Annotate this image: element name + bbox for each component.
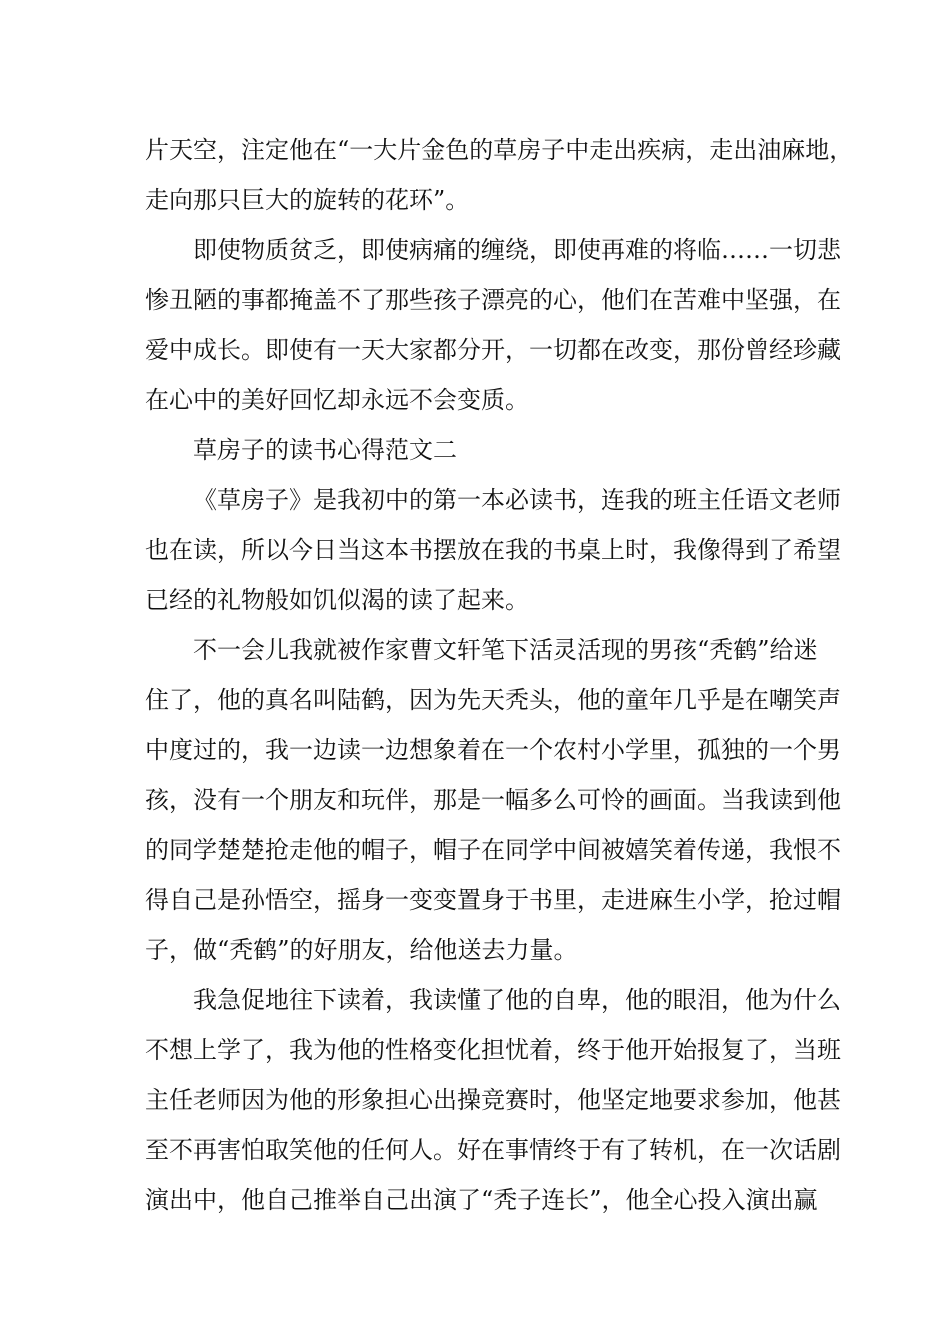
- text-line: 子，做“秃鹤”的好朋友，给他送去力量。: [145, 936, 578, 964]
- text-line: 至不再害怕取笑他的任何人。好在事情终于有了转机，在一次话剧: [145, 1136, 841, 1164]
- text-line: 孩，没有一个朋友和玩伴，那是一幅多么可怜的画面。当我读到他: [145, 786, 841, 814]
- text-line: 已经的礼物般如饥似渴的读了起来。: [145, 586, 529, 614]
- text-line: 不想上学了，我为他的性格变化担忧着，终于他开始报复了，当班: [145, 1036, 841, 1064]
- text-line: 走向那只巨大的旋转的花环”。: [145, 186, 470, 214]
- paragraph-first-line: 我急促地往下读着，我读懂了他的自卑，他的眼泪，他为什么: [193, 986, 841, 1014]
- section-heading: 草房子的读书心得范文二: [193, 436, 457, 464]
- text-line: 片天空，注定他在“一大片金色的草房子中走出疾病，走出油麻地，: [145, 136, 854, 164]
- paragraph-first-line: 即使物质贫乏，即使病痛的缠绕，即使再难的将临……一切悲: [193, 236, 841, 264]
- text-line: 中度过的，我一边读一边想象着在一个农村小学里，孤独的一个男: [145, 736, 841, 764]
- text-line: 惨丑陋的事都掩盖不了那些孩子漂亮的心，他们在苦难中坚强，在: [145, 286, 841, 314]
- text-line: 住了，他的真名叫陆鹤，因为先天秃头，他的童年几乎是在嘲笑声: [145, 686, 841, 714]
- text-line: 在心中的美好回忆却永远不会变质。: [145, 386, 529, 414]
- paragraph-first-line: 不一会儿我就被作家曹文轩笔下活灵活现的男孩“秃鹤”给迷: [193, 636, 818, 664]
- text-line: 爱中成长。即使有一天大家都分开，一切都在改变，那份曾经珍藏: [145, 336, 841, 364]
- text-line: 也在读，所以今日当这本书摆放在我的书桌上时，我像得到了希望: [145, 536, 841, 564]
- text-line: 演出中，他自己推举自己出演了“秃子连长”，他全心投入演出赢: [145, 1186, 818, 1214]
- text-line: 得自己是孙悟空，摇身一变变置身于书里，走进麻生小学，抢过帽: [145, 886, 841, 914]
- paragraph-first-line: 《草房子》是我初中的第一本必读书，连我的班主任语文老师: [193, 486, 841, 514]
- text-line: 的同学楚楚抢走他的帽子，帽子在同学中间被嬉笑着传递，我恨不: [145, 836, 841, 864]
- text-line: 主任老师因为他的形象担心出操竞赛时，他坚定地要求参加，他甚: [145, 1086, 841, 1114]
